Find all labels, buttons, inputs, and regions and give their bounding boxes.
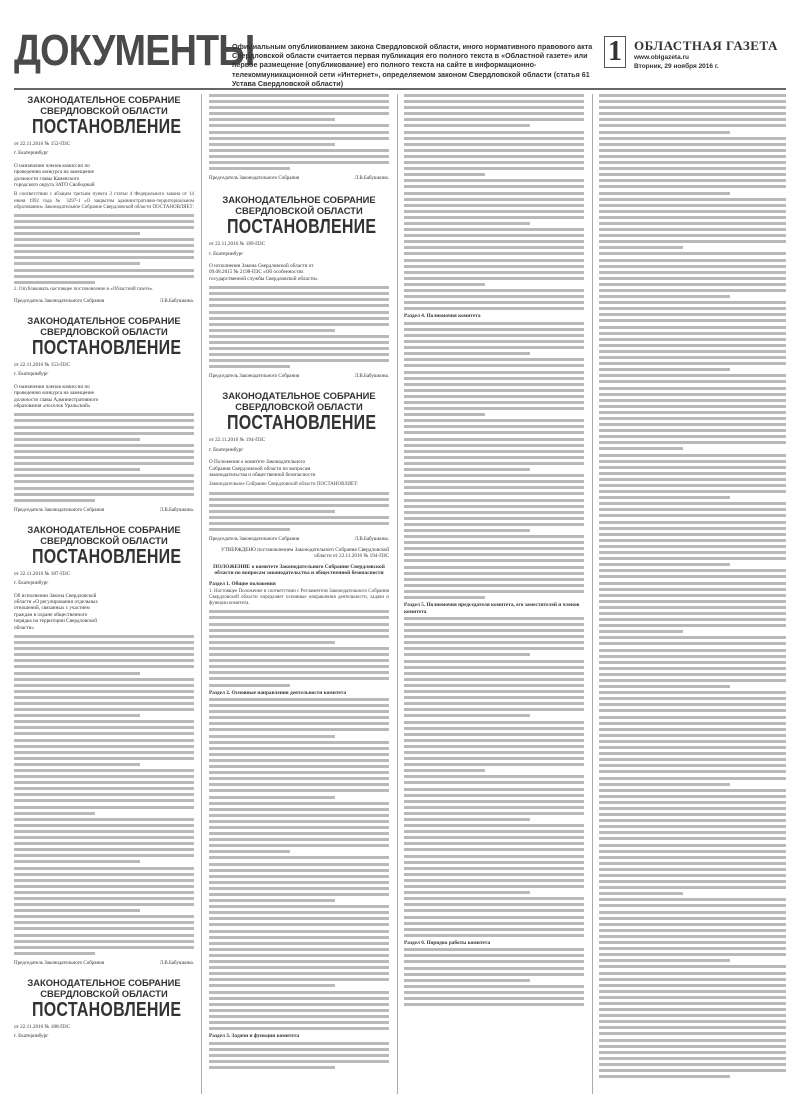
- chair-role: Председатель Законодательного Собрания: [14, 507, 105, 513]
- article-type: ПОСТАНОВЛЕНИЕ: [32, 336, 182, 359]
- article-number: от 22.11.2016 № 188-ПЗС: [14, 1023, 71, 1030]
- article-body: 2. Опубликовать настоящее постановление в «Областной газете».: [14, 286, 154, 292]
- article-188: [14, 977, 194, 1040]
- column-3: [404, 94, 584, 1094]
- article-number: от 22.11.2016 № 152-ПЗС: [14, 141, 71, 147]
- chair-signature: Л.В.Бабушкина.: [159, 960, 194, 966]
- chair-signature: Л.В.Бабушкина.: [159, 507, 194, 513]
- article-body: Законодательное Собрание Свердловской области ПОСТАНОВЛЯЕТ:: [209, 482, 359, 488]
- article-subject: О назначении членов комиссии по проведению конкурса на замещение должности главы Административного образования «поселок Уральский»: [14, 383, 99, 409]
- signature-row: [209, 176, 389, 182]
- section-heading: Раздел 1. Общие положения: [209, 580, 276, 587]
- chair-role: Председатель Законодательного Собрания: [209, 176, 300, 182]
- page-number: 1: [604, 36, 626, 68]
- page-header: [14, 26, 786, 90]
- article-152: [14, 94, 194, 305]
- article-type: ПОСТАНОВЛЕНИЕ: [32, 998, 182, 1021]
- article-text: [404, 617, 584, 937]
- section-heading: Раздел 6. Порядок работы комитета: [404, 939, 491, 946]
- issue-date: Вторник, 29 ноября 2016 г.: [634, 63, 719, 70]
- publication-notice: Официальным опубликованием закона Свердловской области, иного нормативного правового акта Свердловской области считается первая публикация его полного текста в «Областной газете» или первое размещение (опубликование) его полного текста на сайте в информационно-телекоммуникационной сети «Интернет», определяемом законом Свердловской области (статья 61 Устава Свердловской области): [232, 42, 593, 88]
- article-text: [209, 1042, 389, 1069]
- column-4: [599, 94, 786, 1094]
- chair-signature: Л.В.Бабушкина.: [354, 374, 389, 380]
- article-city: г. Екатеринбург: [14, 1033, 49, 1040]
- chair-signature: Л.В.Бабушкина.: [354, 537, 389, 543]
- article-subject: О Положении о комитете Законодательного Собрания Свердловской области по вопросам законодательства и общественной безопасности: [209, 459, 316, 478]
- article-text: [404, 948, 584, 1006]
- article-text: [404, 94, 584, 310]
- article-text: [209, 492, 389, 532]
- article-text: [404, 322, 584, 599]
- section-heading: Раздел 4. Полномочия комитета: [404, 313, 481, 320]
- article-type: ПОСТАНОВЛЕНИЕ: [32, 545, 182, 568]
- article-subject: О назначении членов комиссии по проведению конкурса на замещение должности главы Каменского городского округа ЗАТО Свободный: [14, 162, 95, 189]
- article-number: от 22.11.2016 № 194-ПЗС: [209, 437, 266, 444]
- section-banner: ДОКУМЕНТЫ: [14, 26, 255, 75]
- signature-row: [209, 537, 389, 543]
- article-body: 1. Настоящее Положение в соответствии с Регламентом Законодательного Собрания Свердловской области определяет основные направления деятельности, задачи и функции комитета.: [209, 589, 389, 607]
- section-heading: Раздел 2. Основные направления деятельности комитета: [209, 689, 347, 696]
- article-subject: Об исполнении Закона Свердловской области «О регулировании отдельных отношений, связанных с участием граждан в охране общественного порядка на территории Свердловской области»: [14, 592, 98, 631]
- article-org: ЗАКОНОДАТЕЛЬНОЕ СОБРАНИЕ СВЕРДЛОВСКОЙ ОБЛАСТИ: [27, 976, 181, 999]
- regulation-title: ПОЛОЖЕНИЕ о комитете Законодательного Собрания Свердловской области по вопросам законодательства и общественной безопасности: [213, 563, 385, 577]
- header-rule: [14, 88, 786, 90]
- chair-role: Председатель Законодательного Собрания: [14, 298, 105, 304]
- article-189: [209, 194, 389, 380]
- chair-signature: Л.В.Бабушкина.: [159, 298, 194, 304]
- article-text: [209, 94, 389, 170]
- article-number: от 22.11.2016 № 153-ПЗС: [14, 361, 71, 368]
- article-org: ЗАКОНОДАТЕЛЬНОЕ СОБРАНИЕ СВЕРДЛОВСКОЙ ОБЛАСТИ: [27, 94, 181, 116]
- article-body: В соответствии с абзацем третьим пункта 3 статьи 4 Федерального закона от 14 июня 1992 года № 3297-1 «О закрытом административно-территориальном образовании» Законодательное Собрание Свердловской области ПОСТАНОВЛЯЕТ:: [14, 192, 194, 210]
- section-heading: Раздел 3. Задачи и функции комитета: [209, 1033, 300, 1040]
- column-1: [14, 94, 194, 1094]
- signature-row: [209, 374, 389, 380]
- section-heading: Раздел 5. Полномочия председателя комитета, его заместителей и членов комитета: [404, 602, 580, 615]
- column-divider: [201, 94, 202, 1094]
- article-org: ЗАКОНОДАТЕЛЬНОЕ СОБРАНИЕ СВЕРДЛОВСКОЙ ОБЛАСТИ: [222, 194, 376, 217]
- signature-row: [14, 508, 194, 514]
- column-2: [209, 94, 389, 1094]
- newspaper-name: ОБЛАСТНАЯ ГАЗЕТА: [634, 38, 778, 53]
- article-type: ПОСТАНОВЛЕНИЕ: [32, 116, 182, 138]
- column-divider: [592, 94, 593, 1094]
- article-org: ЗАКОНОДАТЕЛЬНОЕ СОБРАНИЕ СВЕРДЛОВСКОЙ ОБЛАСТИ: [27, 314, 181, 337]
- article-187: [14, 524, 194, 967]
- signature-row: [14, 299, 194, 305]
- article-city: г. Екатеринбург: [209, 446, 244, 453]
- article-city: г. Екатеринбург: [209, 250, 244, 257]
- article-text: [14, 413, 194, 501]
- article-type: ПОСТАНОВЛЕНИЕ: [227, 412, 377, 435]
- article-text: [14, 635, 194, 955]
- article-city: г. Екатеринбург: [14, 150, 49, 157]
- chair-role: Председатель Законодательного Собрания: [209, 374, 300, 380]
- article-153: [14, 315, 194, 514]
- article-text: [209, 610, 389, 686]
- article-text: [14, 214, 194, 284]
- chair-role: Председатель Законодательного Собрания: [14, 960, 105, 966]
- article-text: [209, 698, 389, 1030]
- article-text: [599, 94, 786, 1078]
- article-org: ЗАКОНОДАТЕЛЬНОЕ СОБРАНИЕ СВЕРДЛОВСКОЙ ОБЛАСТИ: [222, 390, 376, 413]
- article-number: от 22.11.2016 № 187-ПЗС: [14, 570, 71, 577]
- signature-row: [14, 961, 194, 967]
- article-type: ПОСТАНОВЛЕНИЕ: [227, 216, 377, 239]
- article-number: от 22.11.2016 № 189-ПЗС: [209, 241, 266, 248]
- approval-stamp: УТВЕРЖДЕНО постановлением Законодательного Собрания Свердловской области от 22.11.2016 № 194-ПЗС: [220, 547, 389, 560]
- article-city: г. Екатеринбург: [14, 371, 49, 378]
- newspaper-block: [634, 38, 784, 71]
- column-divider: [397, 94, 398, 1094]
- article-text: [209, 286, 389, 368]
- newspaper-site-link[interactable]: www.oblgazeta.ru: [634, 54, 690, 61]
- article-org: ЗАКОНОДАТЕЛЬНОЕ СОБРАНИЕ СВЕРДЛОВСКОЙ ОБЛАСТИ: [27, 523, 181, 546]
- chair-role: Председатель Законодательного Собрания: [209, 537, 300, 543]
- article-194: [209, 390, 389, 1069]
- chair-signature: Л.В.Бабушкина.: [354, 176, 389, 182]
- article-subject: О исполнении Закона Свердловской области от 09.08.2015 № 2198-ПЗС «Об особенностях государственной службы Свердловской области»: [209, 262, 318, 282]
- article-city: г. Екатеринбург: [14, 580, 49, 587]
